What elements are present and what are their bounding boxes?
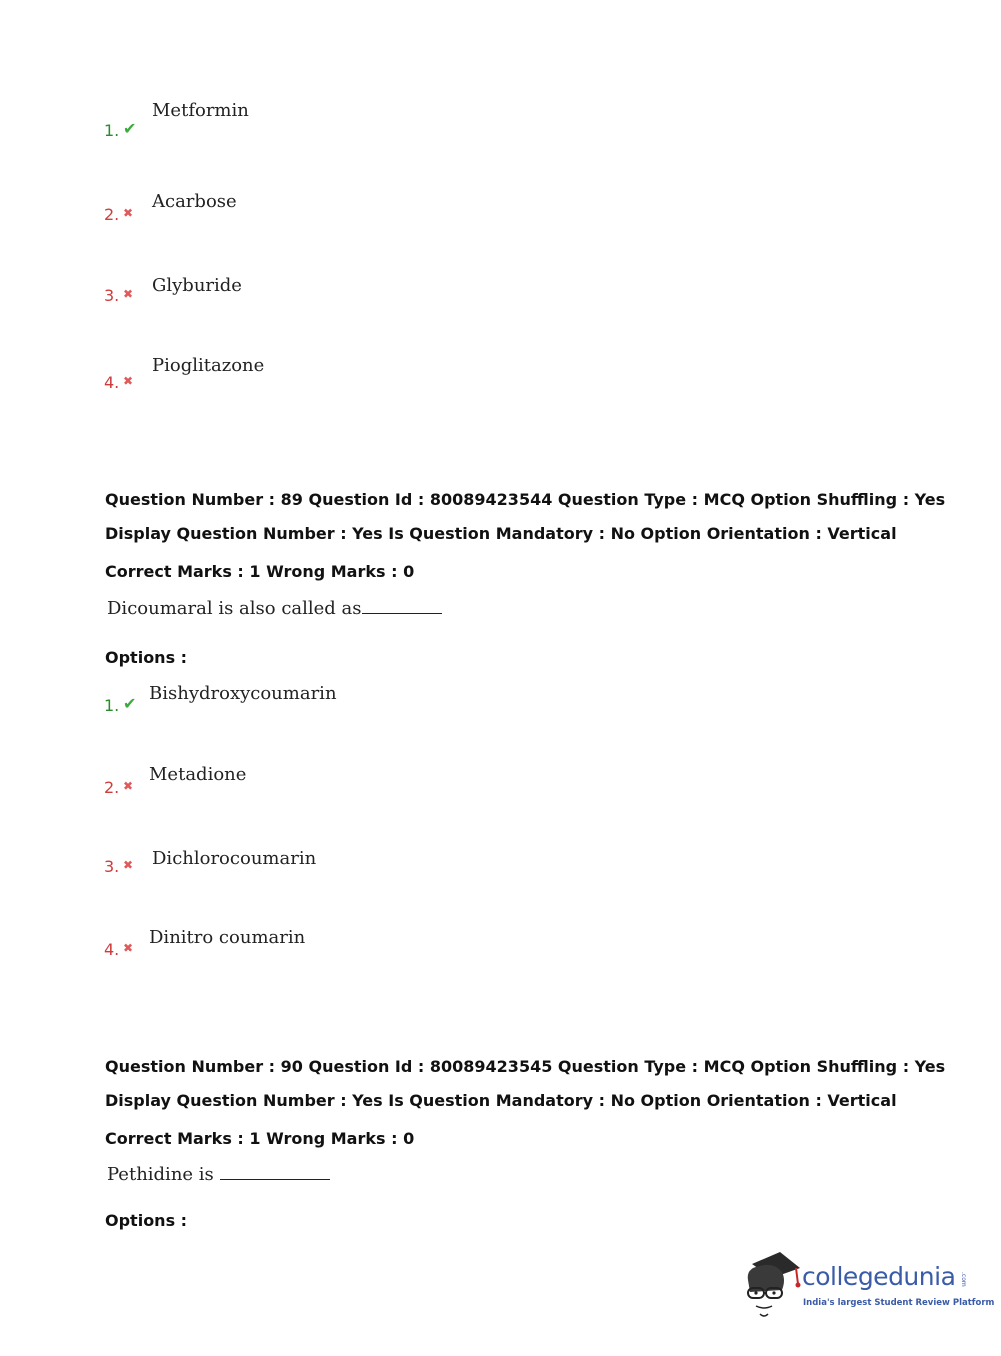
q89-meta-line-2: Display Question Number : Yes Is Question Mandatory : No Option Orientation : Vertical: [105, 524, 897, 543]
option-number: 2.: [104, 205, 120, 224]
q89-option-3: [104, 836, 704, 876]
logo-wordmark: collegedunia: [802, 1262, 956, 1291]
answer-blank: [220, 1165, 330, 1180]
cross-icon: ✖: [123, 941, 134, 955]
option-text: Glyburide: [152, 275, 242, 296]
q90-meta-line-2: Display Question Number : Yes Is Question Mandatory : No Option Orientation : Vertical: [105, 1091, 897, 1110]
mascot-icon: [742, 1250, 802, 1320]
option-text: Metformin: [152, 100, 249, 121]
q90-meta-line-1: Question Number : 90 Question Id : 80089423545 Question Type : MCQ Option Shuffling : Yes: [105, 1057, 946, 1076]
cross-icon: ✖: [123, 374, 134, 388]
q89-options-label: Options :: [105, 648, 188, 667]
logo-suffix: .com: [960, 1272, 967, 1287]
q88-option-2: [104, 184, 704, 224]
q90-question-text: [107, 1164, 330, 1185]
logo-tagline: India's largest Student Review Platform: [803, 1298, 995, 1308]
q88-option-4: [104, 352, 704, 392]
question-text: Dicoumaral is also called as: [107, 598, 362, 619]
cross-icon: ✖: [123, 206, 134, 220]
option-text: Bishydroxycoumarin: [149, 683, 337, 704]
cross-icon: ✖: [123, 858, 134, 872]
option-number: 3.: [104, 286, 120, 305]
q89-option-1: [104, 675, 704, 715]
q89-option-2: [104, 757, 704, 797]
q89-question-text: [107, 598, 442, 619]
check-icon: ✔: [123, 119, 137, 138]
option-number: 3.: [104, 857, 120, 876]
q90-options-label: Options :: [105, 1211, 188, 1230]
q89-option-4: [104, 919, 704, 959]
q89-meta-line-1: Question Number : 89 Question Id : 80089423544 Question Type : MCQ Option Shuffling : Yes: [105, 490, 946, 509]
cross-icon: ✖: [123, 287, 134, 301]
option-number: 1.: [104, 696, 120, 715]
q89-meta-line-3: Correct Marks : 1 Wrong Marks : 0: [105, 562, 415, 581]
option-number: 4.: [104, 940, 120, 959]
collegedunia-logo: [742, 1250, 995, 1320]
q90-meta-line-3: Correct Marks : 1 Wrong Marks : 0: [105, 1129, 415, 1148]
q88-option-1: [104, 100, 704, 140]
option-text: Metadione: [149, 764, 247, 785]
option-number: 1.: [104, 121, 120, 140]
answer-blank: [362, 599, 442, 614]
question-text: Pethidine is: [107, 1164, 214, 1185]
q88-option-3: [104, 265, 704, 305]
option-number: 4.: [104, 373, 120, 392]
check-icon: ✔: [123, 694, 137, 713]
option-number: 2.: [104, 778, 120, 797]
option-text: Acarbose: [152, 191, 237, 212]
option-text: Dinitro coumarin: [149, 927, 306, 948]
cross-icon: ✖: [123, 779, 134, 793]
option-text: Pioglitazone: [152, 355, 265, 376]
option-text: Dichlorocoumarin: [152, 848, 317, 869]
